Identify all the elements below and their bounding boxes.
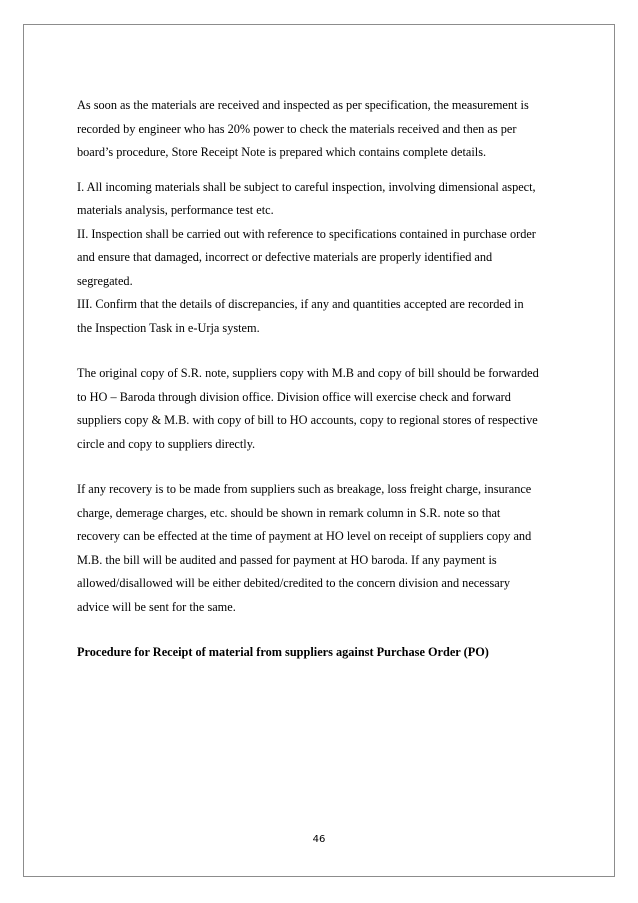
text-line: board’s procedure, Store Receipt Note is prepared which contains complete details. [77,145,487,159]
paragraph-recovery [77,478,567,619]
text-line: I. All incoming materials shall be subject to careful inspection, involving dimensional aspect, [77,179,536,194]
text-line: II. Inspection shall be carried out with reference to specifications contained in purchase order [77,226,536,241]
text-line: segregated. [77,273,133,288]
text-line: As soon as the materials are received and inspected as per specification, the measurement is [77,98,529,112]
text-line: advice will be sent for the same. [77,599,236,614]
text-line: The original copy of S.R. note, suppliers copy with M.B and copy of bill should be forwarded [77,366,539,380]
text-line: the Inspection Task in e-Urja system. [77,320,260,335]
text-line: charge, demerage charges, etc. should be shown in remark column in S.R. note so that [77,505,501,520]
text-line: suppliers copy & M.B. with copy of bill to HO accounts, copy to regional stores of respective [77,413,538,427]
paragraph-inspection-list [77,176,567,341]
text-line: allowed/disallowed will be either debited/credited to the concern division and necessary [77,576,510,590]
text-line: M.B. the bill will be audited and passed for payment at HO baroda. If any payment is [77,552,497,567]
text-line: materials analysis, performance test etc. [77,203,274,217]
text-line: and ensure that damaged, incorrect or defective materials are properly identified and [77,250,493,264]
text-line: III. Confirm that the details of discrepancies, if any and quantities accepted are recorded in [77,297,524,311]
section-heading: Procedure for Receipt of material from suppliers against Purchase Order (PO) [77,645,489,659]
paragraph-store-receipt [77,94,567,165]
page-number: 46 [312,834,326,845]
text-line: If any recovery is to be made from suppliers such as breakage, loss freight charge, insurance [77,482,532,496]
paragraph-sr-note-copies [77,362,567,456]
document-body [77,94,567,665]
text-line: to HO – Baroda through division office. Division office will exercise check and forward [77,389,511,404]
text-line: recorded by engineer who has 20% power to check the materials received and then as per [77,121,517,136]
text-line: circle and copy to suppliers directly. [77,436,256,451]
text-line: recovery can be effected at the time of payment at HO level on receipt of suppliers copy and [77,529,532,543]
